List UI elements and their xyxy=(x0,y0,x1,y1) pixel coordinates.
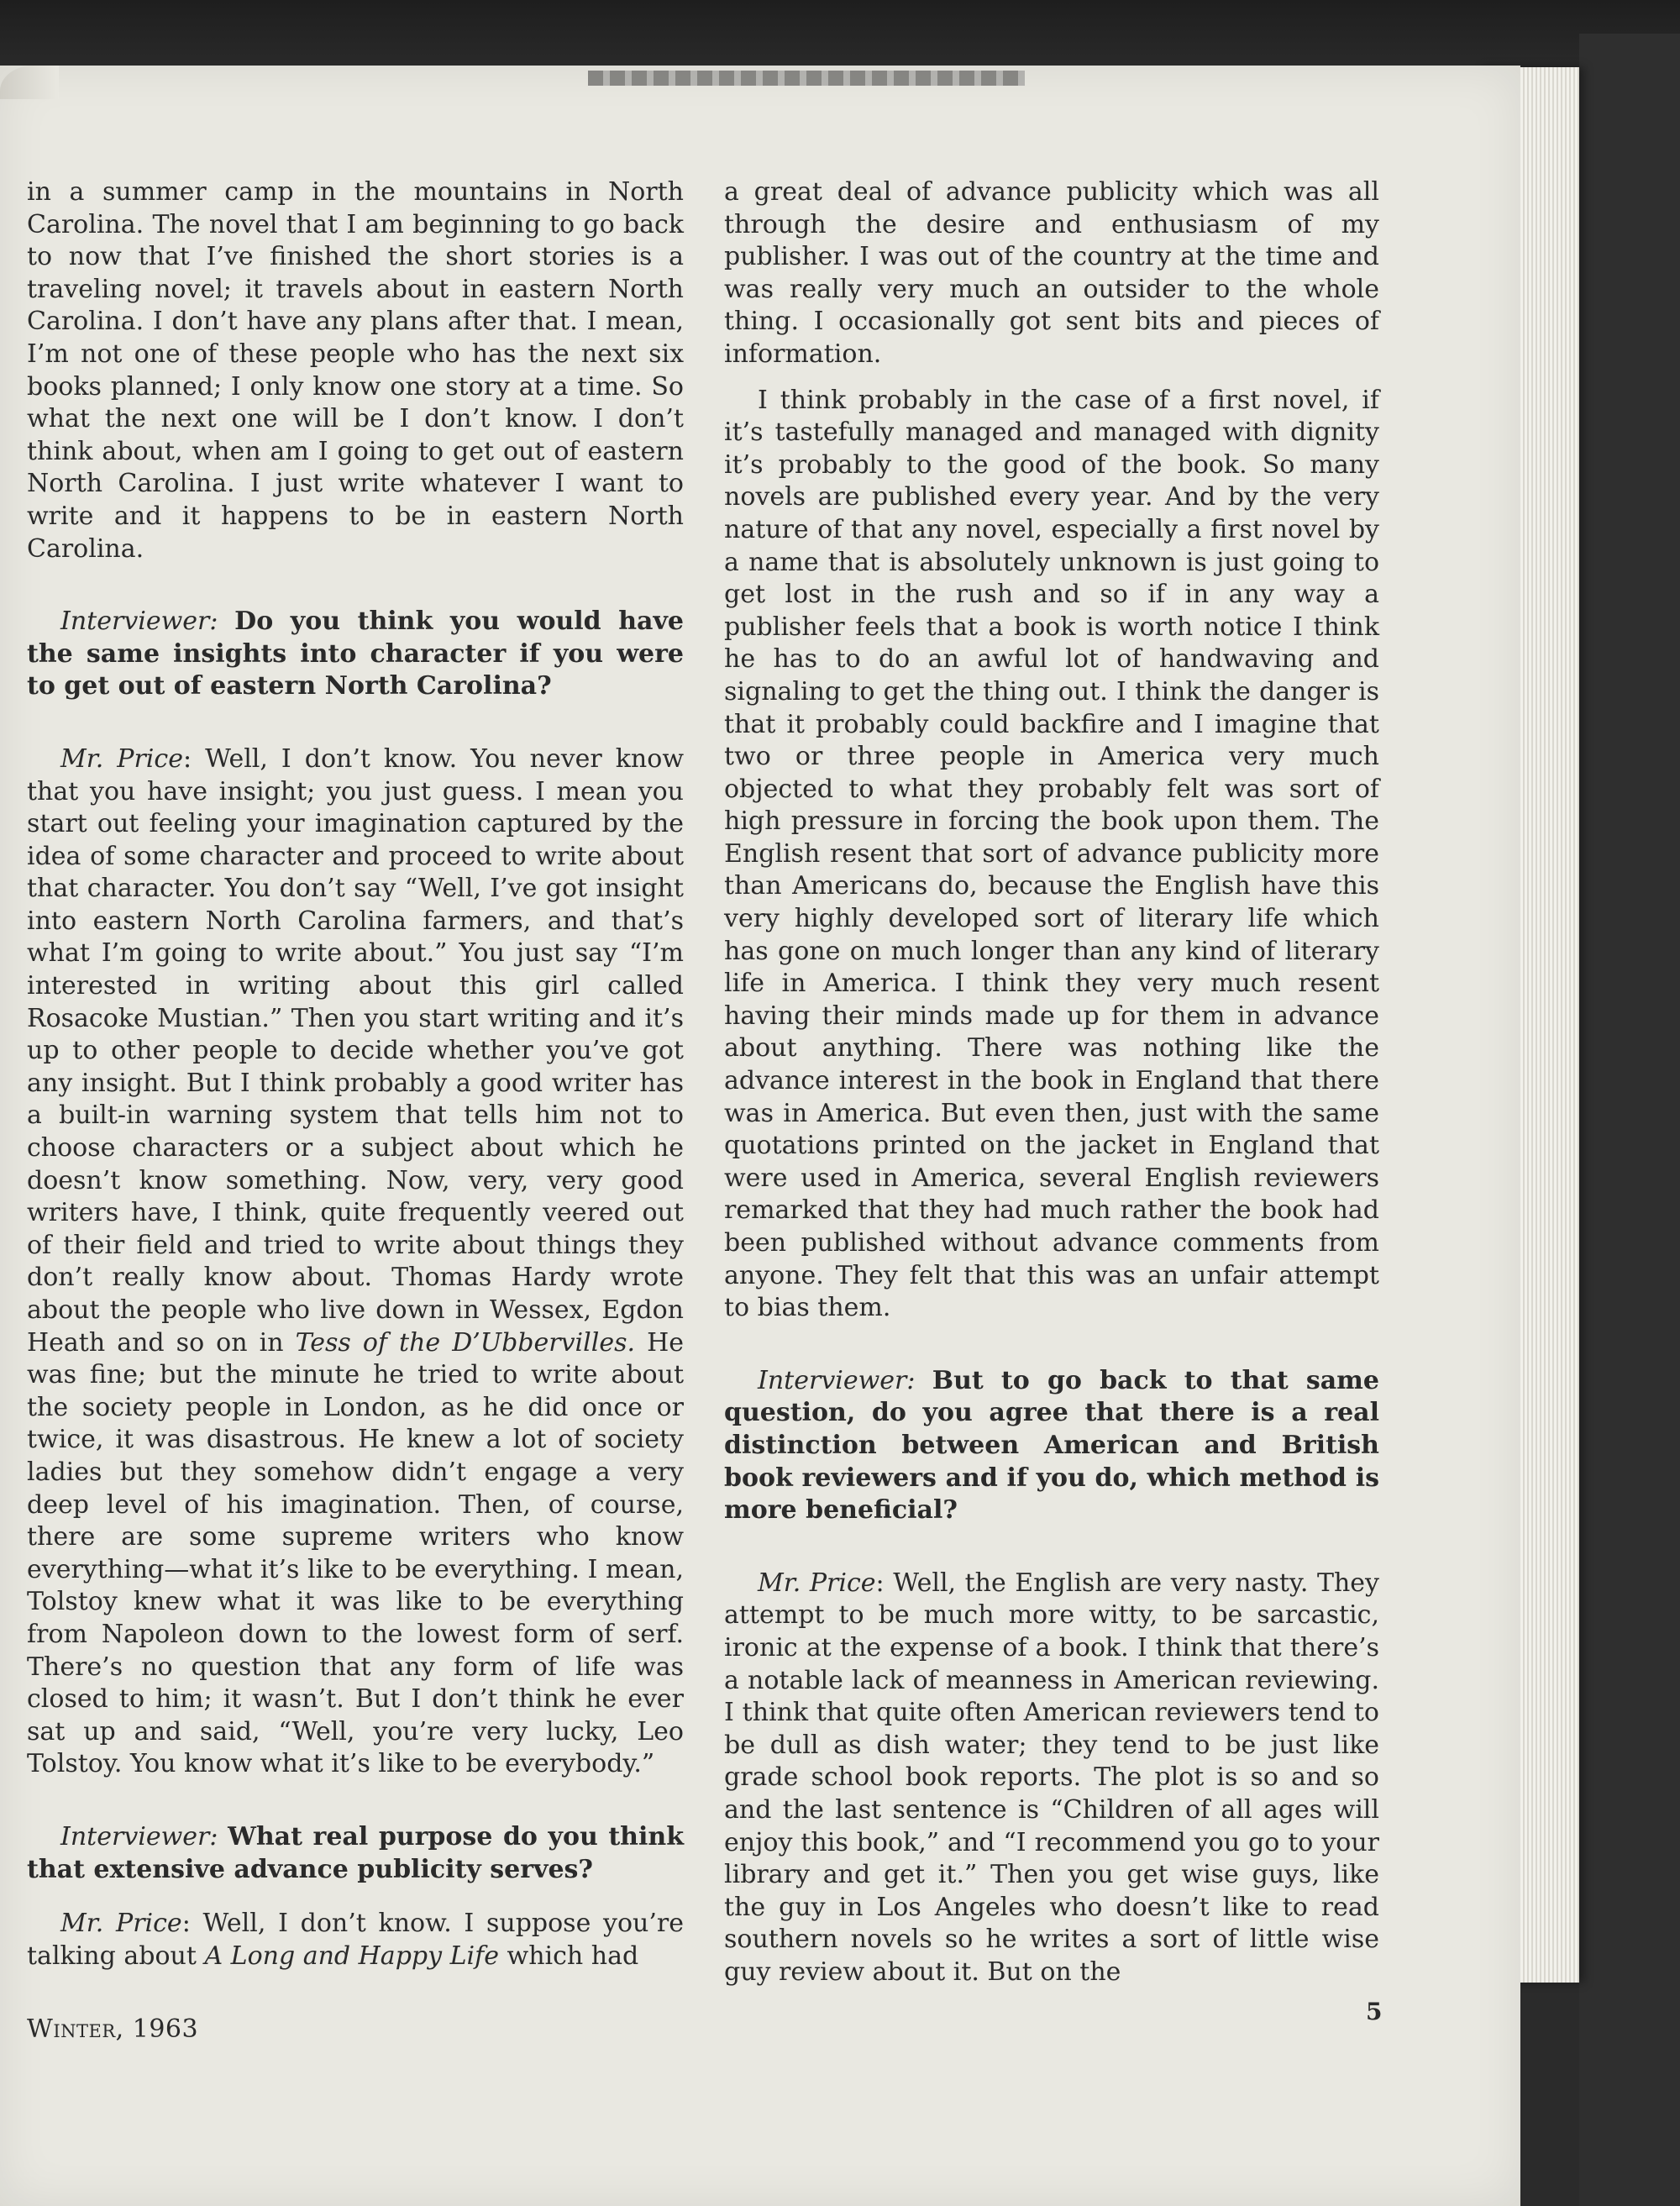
question-text: Do you think you would have the same insights into character if you were to get out of eastern North Carolina? xyxy=(27,607,684,701)
answer-text: which had xyxy=(507,1941,639,1971)
speaker-label: Interviewer: xyxy=(60,607,218,637)
answer-paragraph: Mr. Price: Well, the English are very nasty. They attempt to be much more witty, to be sarcastic, ironic at the expense of a book. I think that there’s a notable lack of meanness in American reviewing. I think that quite often American reviewers tend to be dull as dish water; they tend to be just like grade school book reports. The plot is so and so and the last sentence is “Children of all ages will enjoy this book,” and “I recommend you go to your library and get it.” Then you get wise guys, like the guy in Los Angeles who doesn’t like to read southern novels so he writes a sort of little wise guy review about it. But on the xyxy=(724,1568,1379,1987)
book-title: A Long and Happy Life xyxy=(204,1941,499,1971)
interviewer-question xyxy=(724,1365,1379,1527)
answer-text: Well, I don’t know. I suppose you’re talking about xyxy=(27,1909,684,1971)
right-column xyxy=(724,176,1379,2002)
interviewer-question xyxy=(27,1821,684,1886)
answer-text: He was fine; but the minute he tried to write about the society people in London, as he did once or twice, it was disastrous. He knew a lot of society ladies but they somehow didn’t engage a very deep level of his imagination. Then, of course, there are some supreme writers who know everything—what it’s like to be everything. I mean, Tolstoy knew what it was like to be everything from Napoleon down to the lowest form of serf. There’s no question that any form of life was closed to him; it wasn’t. But I don’t think he ever sat up and said, “Well, you’re very lucky, Leo Tolstoy. You know what it’s like to be everybody.” xyxy=(27,1327,684,1779)
paragraph: I think probably in the case of a first novel, if it’s tastefully managed and managed with dignity it’s probably to the good of the book. So many novels are published every year. And by the very nature of that any novel, especially a first novel by a name that is absolutely unknown is just going to get lost in the rush and so if in any way a publisher feels that a book is worth notice I think he has to do an awful lot of handwaving and signaling to get the thing out. I think the danger is that it probably could backfire and I imagine that two or three people in America very much objected to what they probably felt was sort of high pressure in forcing the book upon them. The English resent that sort of advance publicity more than Americans do, because the English have this very highly developed sort of literary life which has gone on much longer than any kind of literary life in America. I think they very much resent having their minds made up for them in advance about anything. There was nothing like the advance interest in the book in England that there was in America. But even then, just with the same quotations printed on the jacket in England that were used in America, several English reviewers remarked that they had much rather the book had been published without advance comments from anyone. They felt that this was an unfair attempt to bias them. xyxy=(724,385,1379,1323)
left-column xyxy=(27,176,684,1986)
answer-text: Well, the English are very nasty. They attempt to be much more witty, to be sarcastic, ironic at the expense of a book. I think that there’s a notable lack of meanness in American reviewing. I think that quite often American reviewers tend to be dull as dish water; they tend to be just like grade school book reports. The plot is so and so and the last sentence is “Children of all ages will enjoy this book,” and “I recommend you go to your library and get it.” Then you get wise guys, like the guy in Los Angeles who doesn’t like to read southern novels so he writes a sort of little wise guy review about it. But on the xyxy=(724,1568,1379,1987)
speaker-label: Mr. Price xyxy=(60,1909,182,1939)
speaker-label: Mr. Price xyxy=(758,1568,876,1598)
question-text: But to go back to that same question, do you agree that there is a real distinction between American and British book reviewers and if you do, which method is more beneficial? xyxy=(724,1365,1379,1526)
answer-paragraph: Mr. Price: Well, I don’t know. I suppose you’re talking about A Long and Happy Life which had xyxy=(27,1909,684,1971)
book-title: Tess of the D’Ubbervilles. xyxy=(295,1327,636,1358)
bleed-through-heading xyxy=(588,71,1025,86)
paragraph: in a summer camp in the mountains in North Carolina. The novel that I am beginning to go back to now that I’ve finished the short stories is a traveling novel; it travels about in eastern North Carolina. I don’t have any plans after that. I mean, I’m not one of these people who has the next six books planned; I only know one story at a time. So what the next one will be I don’t know. I don’t think about, when am I going to get out of eastern North Carolina. I just write whatever I want to write and it happens to be in eastern North Carolina. xyxy=(27,177,684,564)
book-cover-edge xyxy=(1579,34,1680,2206)
paragraph: a great deal of advance publicity which was all through the desire and enthusiasm of my publisher. I was out of the country at the time and was really very much an outsider to the whole thing. I occasionally got sent bits and pieces of information. xyxy=(724,177,1379,369)
speaker-label: Interviewer: xyxy=(758,1365,916,1395)
interviewer-question xyxy=(27,606,684,703)
speaker-label: Mr. Price xyxy=(60,743,183,774)
issue-footer: Winter, 1963 xyxy=(27,2014,199,2044)
answer-paragraph: Mr. Price: Well, I don’t know. You never know that you have insight; you just guess. I mean you start out feeling your imagination captured by the idea of some character and proceed to write about that character. You don’t say “Well, I’ve got insight into eastern North Carolina farmers, and that’s what I’m going to write about.” You just say “I’m interested in writing about this girl called Rosacoke Mustian.” Then you start writing and it’s up to other people to decide whether you’ve got any insight. But I think probably a good writer has a built-in warning system that tells him not to choose characters or a subject about which he doesn’t know something. Now, very, very good writers have, I think, quite frequently veered out of their field and tried to write about things they don’t really know about. Thomas Hardy wrote about the people who live down in Wessex, Egdon Heath and so on in Tess of the D’Ubbervilles. He was fine; but the minute he tried to write about the society people in London, as he did once or twice, it was disastrous. He knew a lot of society ladies but they somehow didn’t engage a very deep level of his imagination. Then, of course, there are some supreme writers who know everything—what it’s like to be everything. I mean, Tolstoy knew what it was like to be everything from Napoleon down to the lowest form of serf. There’s no question that any form of life was closed to him; it wasn’t. But I don’t think he ever sat up and said, “Well, you’re very lucky, Leo Tolstoy. You know what it’s like to be everybody.” xyxy=(27,743,684,1779)
answer-text: Well, I don’t know. You never know that you have insight; you just guess. I mean you start out feeling your imagination captured by the idea of some character and proceed to write about that character. You don’t say “Well, I’ve got insight into eastern North Carolina farmers, and that’s what I’m going to write about.” You just say “I’m interested in writing about this girl called Rosacoke Mustian.” Then you start writing and it’s up to other people to decide whether you’ve got any insight. But I think probably a good writer has a built-in warning system that tells him not to choose characters or a subject about which he doesn’t know something. Now, very, very good writers have, I think, quite frequently veered out of their field and tried to write about things they don’t really know about. Thomas Hardy wrote about the people who live down in Wessex, Egdon Heath and so on in xyxy=(27,743,684,1358)
speaker-label: Interviewer: xyxy=(60,1821,218,1851)
question-text: What real purpose do you think that extensive advance publicity serves? xyxy=(27,1821,684,1884)
page-number: 5 xyxy=(1366,1998,1383,2025)
